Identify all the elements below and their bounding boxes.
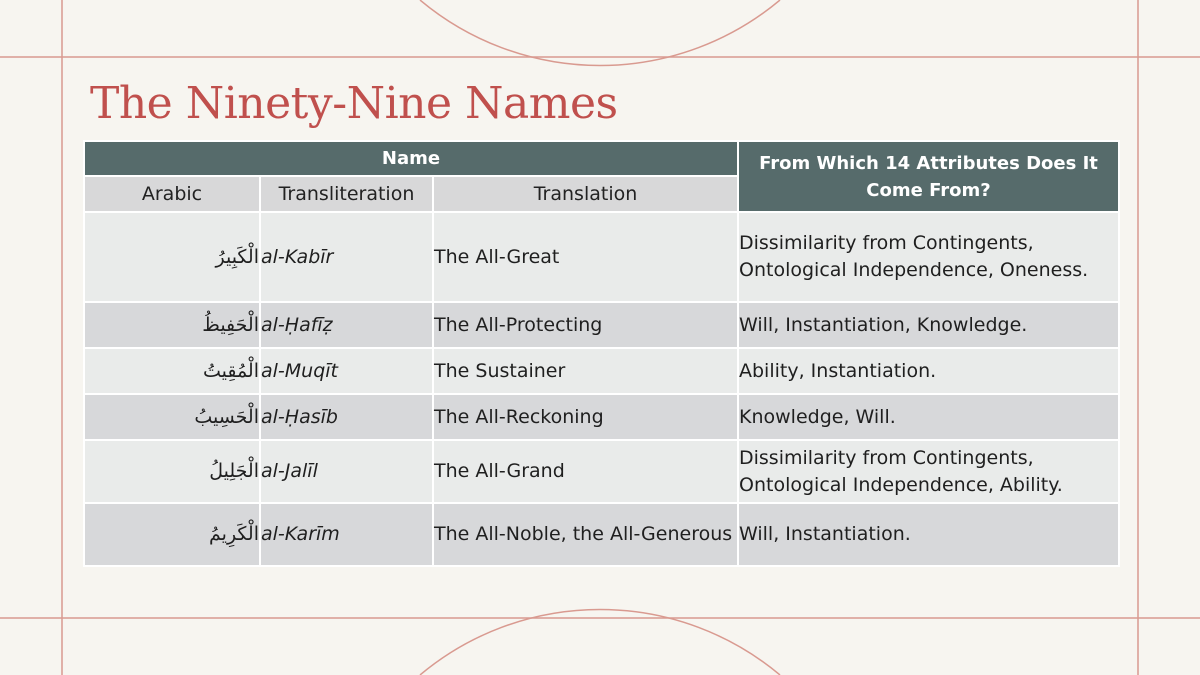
- slide-title: The Ninety-Nine Names: [90, 78, 618, 129]
- transliteration-cell: al-Ḥasīb: [260, 394, 433, 440]
- arabic-cell: الْحَفِيظُ: [84, 302, 260, 348]
- arabic-cell: الْمُقِيتُ: [84, 348, 260, 394]
- attributes-cell: Dissimilarity from Contingents, Ontological Independence, Oneness.: [738, 212, 1119, 302]
- arabic-cell: الْكَرِيمُ: [84, 503, 260, 566]
- attributes-cell: Knowledge, Will.: [738, 394, 1119, 440]
- attributes-cell: Ability, Instantiation.: [738, 348, 1119, 394]
- transliteration-cell: al-Kabīr: [260, 212, 433, 302]
- table-row: [84, 503, 1119, 566]
- transliteration-cell: al-Karīm: [260, 503, 433, 566]
- translation-cell: The All-Great: [433, 212, 738, 302]
- name-group-header: Name: [84, 141, 738, 176]
- translation-cell: The Sustainer: [433, 348, 738, 394]
- names-table: [83, 140, 1120, 567]
- translation-cell: The All-Noble, the All-Generous: [433, 503, 738, 566]
- table-row: [84, 212, 1119, 302]
- translation-cell: The All-Protecting: [433, 302, 738, 348]
- transliteration-cell: al-Jalīl: [260, 440, 433, 503]
- table-row: [84, 348, 1119, 394]
- arabic-cell: الْجَلِيلُ: [84, 440, 260, 503]
- attributes-cell: Dissimilarity from Contingents, Ontological Independence, Ability.: [738, 440, 1119, 503]
- translation-cell: The All-Grand: [433, 440, 738, 503]
- transliteration-cell: al-Ḥafīẓ: [260, 302, 433, 348]
- attributes-header: From Which 14 Attributes Does It Come From?: [738, 141, 1119, 212]
- attributes-cell: Will, Instantiation, Knowledge.: [738, 302, 1119, 348]
- arabic-cell: الْحَسِيبُ: [84, 394, 260, 440]
- attributes-cell: Will, Instantiation.: [738, 503, 1119, 566]
- transliteration-cell: al-Muqīt: [260, 348, 433, 394]
- arabic-cell: الْكَبِيرُ: [84, 212, 260, 302]
- table-row: [84, 302, 1119, 348]
- column-header-translation: Translation: [433, 176, 738, 212]
- table-row: [84, 440, 1119, 503]
- column-header-arabic: Arabic: [84, 176, 260, 212]
- column-header-transliteration: Transliteration: [260, 176, 433, 212]
- translation-cell: The All-Reckoning: [433, 394, 738, 440]
- table-row: [84, 394, 1119, 440]
